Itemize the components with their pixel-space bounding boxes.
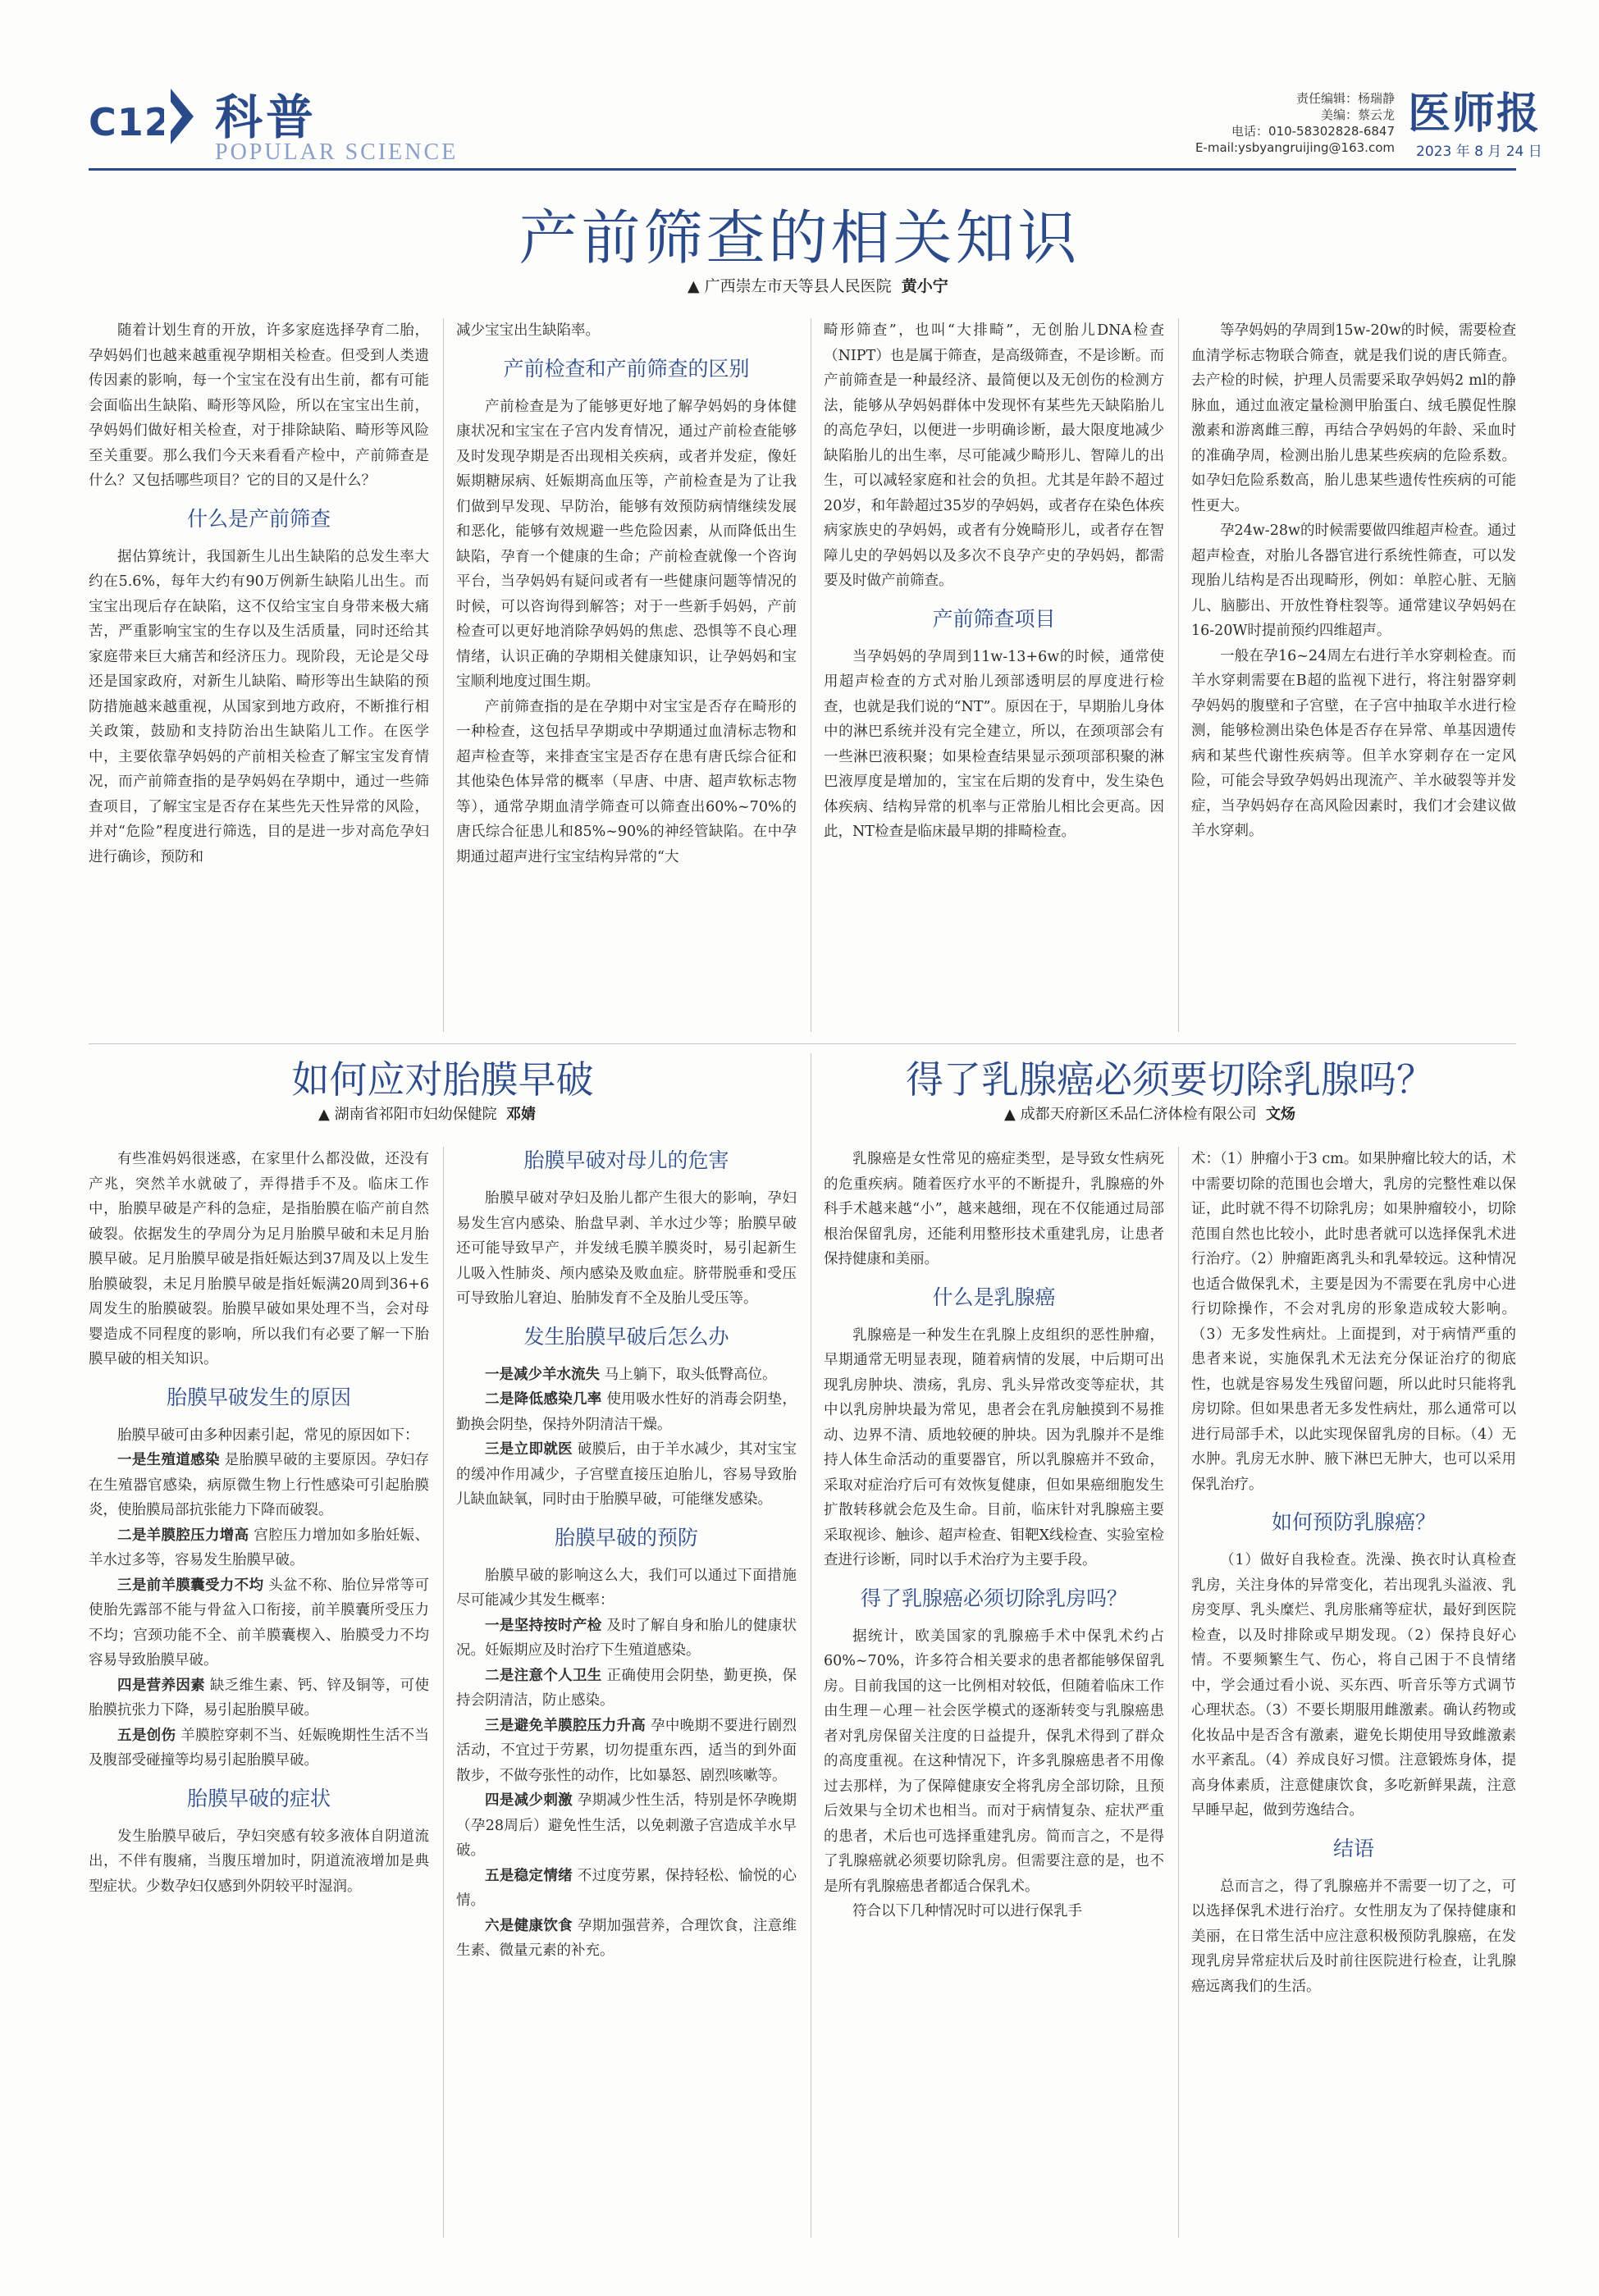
email: E-mail:ysbyangruijing@163.com	[1195, 140, 1395, 155]
list-item	[456, 1363, 797, 1388]
page-number: C12	[89, 100, 171, 144]
masthead	[0, 0, 1599, 172]
article-title: 得了乳腺癌必须要切除乳腺吗？	[906, 1057, 1434, 1102]
list-item-text: 宫腔压力增加如多胎妊娠、羊水过多等，容易发生胎膜早破。	[89, 1527, 429, 1568]
byline-author: 邓婧	[506, 1106, 537, 1123]
list-item	[89, 1523, 429, 1573]
paragraph: 随着计划生育的开放，许多家庭选择孕育二胎，孕妈妈们也越来越重视孕期相关检查。但受到人类遗传因素的影响，每一个宝宝在没有出生前，都有可能会面临出生缺陷、畸形等风险，所以在宝宝出生前，孕妈妈们做好相关检查，对于排除缺陷、畸形等风险至关重要。那么我们今天来看看产检中，产前筛查是什么？又包括哪些项目？它的目的又是什么？	[89, 322, 429, 489]
column-divider	[1178, 1147, 1179, 2238]
subheading: 什么是乳腺癌	[932, 1285, 1056, 1309]
subheading: 胎膜早破的症状	[186, 1786, 331, 1810]
section-divider	[89, 1043, 1516, 1044]
list-item-text: 不过度劳累，保持轻松、愉悦的心情。	[456, 1867, 797, 1909]
designer-name: 美编：蔡云龙	[1320, 107, 1395, 122]
subheading: 产前检查和产前筛查的区别	[503, 356, 750, 381]
paragraph: 据统计，欧美国家的乳腺癌手术中保乳术约占60%~70%，许多符合相关要求的患者都能够保留乳房。目前我国的这一比例相对较低，但随着临床工作由生理－心理－社会医学模式的逐渐转变与乳腺癌患者对乳房保留关注度的日益提升，保乳术得到了群众的高度重视。在这种情况下，许多乳腺癌患者不用像过去那样，为了保障健康安全将乳房全部切除，且预后效果与全切术也相当。而对于病情复杂、症状严重的患者，术后也可选择重建乳房。简而言之，不是得了乳腺癌就必须要切除乳房。但需要注意的是，也不是所有乳腺癌患者都适合保乳术。	[824, 1627, 1164, 1895]
article-column	[456, 1147, 797, 1964]
paragraph: 术：（1）肿瘤小于3 cm。如果肿瘤比较大的话，术中需要切除的范围也会增大，乳房的完整性难以保证，此时就不得不切除乳房；如果肿瘤较小，切除范围自然也比较小，此时患者就可以选择保乳术进行治疗。（2）肿瘤距离乳头和乳晕较远。这种情况也适合做保乳术，主要是因为不需要在乳房中心进行切除操作，不会对乳房的形象造成较大影响。（3）无多发性病灶。上面提到，对于病情严重的患者来说，实施保乳术无法充分保证治疗的彻底性，也就是容易发生残留问题，所以此时只能将乳房切除。但如果患者无多发性病灶，那么通常可以进行局部手术，以此实现保留乳房的目标。（4）无水肿。乳房无水肿、腋下淋巴无肿大，也可以采用保乳治疗。	[1191, 1151, 1516, 1493]
list-item	[456, 1387, 797, 1437]
paragraph: 等孕妈妈的孕周到15w-20w的时候，需要检查血清学标志物联合筛查，就是我们说的唐氏筛查。去产检的时候，护理人员需要采取孕妈妈2 ml的静脉血，通过血液定量检测甲胎蛋白、绒毛膜促性腺激素和游离雌三醇，再结合孕妈妈的年龄、采血时的准确孕周，检测出胎儿患某些疾病的危险系数。如孕妇危险系数高，胎儿患某些遗传性疾病的可能性更大。	[1191, 322, 1516, 514]
list-item-lead: 五是创伤	[117, 1727, 176, 1744]
byline-author: 黄小宁	[901, 277, 948, 295]
list-item-lead: 一是减少羊水流失	[485, 1366, 600, 1383]
list-item-text: 孕期加强营养，合理饮食，注意维生素、微量元素的补充。	[456, 1917, 797, 1959]
paragraph: 符合以下几种情况时可以进行保乳手	[852, 1903, 1082, 1919]
editor-name: 责任编辑：杨瑞静	[1295, 91, 1395, 106]
list-item-lead: 三是前羊膜囊受力不均	[117, 1577, 264, 1594]
column-divider	[443, 1147, 444, 2238]
paragraph: 胎膜早破对孕妇及胎儿都产生很大的影响，孕妇易发生宫内感染、胎盘早剥、羊水过少等；胎膜早破还可能导致早产，并发绒毛膜羊膜炎时，易引起新生儿吸入性肺炎、颅内感染及败血症。脐带脱垂和受压可导致胎儿窘迫、胎肺发育不全及胎儿受压等。	[456, 1190, 797, 1307]
subheading: 如何预防乳腺癌？	[1271, 1510, 1436, 1534]
subheading: 胎膜早破对母儿的危害	[523, 1148, 729, 1172]
list-item-text: 是胎膜早破的主要原因。孕妇存在生殖器官感染，病原微生物上行性感染可引起胎膜炎，使胎膜局部抗张能力下降而破裂。	[89, 1452, 430, 1518]
list-item	[456, 1714, 797, 1789]
subheading: 得了乳腺癌必须切除乳房吗？	[860, 1586, 1127, 1610]
byline-org: ▲ 湖南省祁阳市妇幼保健院	[318, 1106, 497, 1123]
list-item-text: 及时了解自身和胎儿的健康状况。妊娠期应及时治疗下生殖道感染。	[456, 1617, 797, 1659]
list-item-lead: 一是生殖道感染	[117, 1452, 220, 1468]
list-item-lead: 二是注意个人卫生	[485, 1667, 602, 1684]
subheading: 发生胎膜早破后怎么办	[523, 1324, 729, 1349]
list-item	[456, 1788, 797, 1864]
paragraph: 产前筛查指的是在孕期中对宝宝是否存在畸形的一种检查，这包括早孕期或中孕期通过血清标志物和超声检查等，来排查宝宝是否存在患有唐氏综合征和其他染色体异常的概率（早唐、中唐、超声软标志物等），通常孕期血清学筛查可以筛查出60%~70%的唐氏综合征患儿和85%~90%的神经管缺陷。在中孕期通过超声进行宝宝结构异常的“大	[456, 698, 797, 865]
byline-org: ▲ 成都天府新区禾品仁济体检有限公司	[1004, 1106, 1257, 1123]
list-item-lead: 二是降低感染几率	[485, 1391, 602, 1408]
article-byline	[688, 274, 948, 296]
paragraph: 一般在孕16~24周左右进行羊水穿刺检查。而羊水穿刺需要在B超的监视下进行，将注射器穿刺孕妈妈的腹壁和子宫壁，在子宫中抽取羊水进行检测，能够检测出染色体是否存在异常、单基因遗传病和某些代谢性疾病等。但羊水穿刺存在一定风险，可能会导致孕妈妈出现流产、羊水破裂等并发症，当孕妈妈存在高风险因素时，我们才会建议做羊水穿刺。	[1191, 647, 1516, 839]
paragraph: 孕24w-28w的时候需要做四维超声检查。通过超声检查，对胎儿各器官进行系统性筛查，可以发现胎儿结构是否出现畸形，例如：单腔心脏、无脑儿、脑膨出、开放性脊柱裂等。通常建议孕妈妈在16-20W时提前预约四维超声。	[1191, 523, 1516, 639]
article-byline	[1004, 1102, 1295, 1124]
paragraph: 胎膜早破的影响这么大，我们可以通过下面措施尽可能减少其发生概率：	[456, 1567, 797, 1609]
list-item	[456, 1914, 797, 1964]
section-title: 科普	[215, 89, 318, 145]
list-item-lead: 一是坚持按时产检	[485, 1617, 602, 1634]
article-title: 如何应对胎膜早破	[291, 1057, 594, 1102]
article-column	[1191, 318, 1516, 844]
subheading: 什么是产前筛查	[186, 506, 331, 531]
list-item	[89, 1673, 429, 1723]
list-item-text: 马上躺下，取头低臀高位。	[604, 1366, 777, 1383]
phone: 电话：010-58302828-6847	[1231, 124, 1395, 139]
list-item-text: 使用吸水性好的消毒会阴垫，勤换会阴垫，保持外阴清洁干燥。	[456, 1391, 797, 1433]
list-item-text: 缺乏维生素、钙、锌及铜等，可使胎膜抗张力下降，易引起胎膜早破。	[89, 1677, 430, 1719]
byline-org: ▲ 广西崇左市天等县人民医院	[688, 277, 892, 295]
article-column	[89, 1147, 429, 1899]
list-item-text: 正确使用会阴垫，勤更换，保持会阴清洁，防止感染。	[456, 1667, 797, 1709]
paragraph: 据估算统计，我国新生儿出生缺陷的总发生率大约在5.6%，每年大约有90万例新生缺陷儿出生。而宝宝出现后存在缺陷，这不仅给宝宝自身带来极大痛苦，严重影响宝宝的生存以及生活质量，同时还给其家庭带来巨大痛苦和经济压力。现阶段，无论是父母还是国家政府，对新生儿缺陷、畸形等出生缺陷的预防措施越来越重视，从国家到地方政府，不断推行相关政策，鼓励和支持防治出生缺陷儿工作。在医学中，主要依靠孕妈妈的产前相关检查了解宝宝发育情况，而产前筛查指的是孕妈妈在孕期中，通过一些筛查项目，了解宝宝是否存在某些先天性异常的风险，并对“危险”程度进行筛选，目的是进一步对高危孕妇进行确诊，预防和	[89, 548, 429, 865]
list-item-lead: 二是羊膜腔压力增高	[117, 1527, 249, 1544]
list-item-lead: 四是减少刺激	[485, 1792, 573, 1809]
paragraph: 胎膜早破可由多种因素引起，常见的原因如下：	[117, 1426, 419, 1444]
list-item-text: 孕期减少性生活，特别是怀孕晚期（孕28周后）避免性生活，以免刺激子宫造成羊水早破。	[456, 1792, 797, 1859]
issue-date: 2023 年 8 月 24 日	[1416, 144, 1542, 160]
header-rule	[89, 168, 1516, 171]
list-item-lead: 五是稳定情绪	[485, 1867, 573, 1884]
subheading: 胎膜早破发生的原因	[166, 1385, 351, 1409]
article-column	[824, 1147, 1164, 1924]
list-item	[456, 1437, 797, 1513]
list-item-text: 羊膜腔穿刺不当、妊娠晚期性生活不当及腹部受碰撞等均易引起胎膜早破。	[89, 1727, 430, 1769]
paragraph: 乳腺癌是女性常见的癌症类型，是导致女性病死的危重疾病。随着医疗水平的不断提升，乳腺癌的外科手术越来越“小”，越来越细，现在不仅能通过局部根治保留乳房，还能利用整形技术重建乳房，让患者保持健康和美丽。	[824, 1151, 1164, 1267]
list-item-text: 头盆不称、胎位异常等可使胎先露部不能与骨盆入口衔接，前羊膜囊所受压力不均；宫颈功能不全、前羊膜囊楔入、胎膜受力不均容易导致胎膜早破。	[89, 1577, 429, 1668]
article-title: 产前筛查的相关知识	[519, 203, 1080, 272]
newspaper-logo: 医师报	[1408, 89, 1542, 139]
article-byline	[318, 1102, 536, 1124]
list-item-lead: 三是避免羊膜腔压力升高	[485, 1717, 646, 1734]
subheading: 结语	[1332, 1836, 1374, 1860]
list-item	[89, 1448, 429, 1523]
list-item-lead: 三是立即就医	[485, 1441, 573, 1458]
paragraph: 畸形筛查”，也叫“大排畸”，无创胎儿DNA检查（NIPT）也是属于筛查，是高级筛查，不是诊断。而产前筛查是一种最经济、最简便以及无创伤的检测方法，能够从孕妈妈群体中发现怀有某些先天缺陷胎儿的高危孕妇，以便进一步明确诊断，最大限度地减少缺陷胎儿的出生率，尽可能减少畸形儿、智障儿的出生，可以减轻家庭和社会的负担。尤其是年龄不超过20岁，和年龄超过35岁的孕妈妈，或者存在染色体疾病家族史的孕妈妈，或者有分娩畸形儿，或者存在智障儿史的孕妈妈以及多次不良孕产史的孕妈妈，都需要及时做产前筛查。	[824, 322, 1164, 589]
list-item	[89, 1573, 429, 1673]
paragraph: 减少宝宝出生缺陷率。	[456, 322, 600, 339]
column-divider	[443, 318, 444, 1032]
paragraph: 总而言之，得了乳腺癌并不需要一切了之，可以选择保乳术进行治疗。女性朋友为了保持健康和美丽，在日常生活中应注意积极预防乳腺癌，在发现乳房异常症状后及时前往医院进行检查，让乳腺癌远离我们的生活。	[1191, 1878, 1516, 1995]
article-column	[89, 318, 429, 870]
paragraph: （1）做好自我检查。洗澡、换衣时认真检查乳房，关注身体的异常变化，若出现乳头溢液、乳房变厚、乳头糜烂、乳房胀痛等症状，最好到医院检查，以及时排除或早期发现。（2）保持良好心情。不要频繁生气、伤心，将自己困于不良情绪中，学会通过看小说、买东西、听音乐等方式调节心理状态。（3）不要长期服用雌激素。确认药物或化妆品中是否含有激素，避免长期使用导致雌激素水平紊乱。（4）养成良好习惯。注意锻炼身体，提高身体素质，注意健康饮食，多吃新鲜果蔬，注意早睡早起，做到劳逸结合。	[1191, 1552, 1516, 1819]
list-item	[456, 1664, 797, 1714]
section-subtitle: POPULAR SCIENCE	[215, 139, 459, 165]
list-item	[89, 1723, 429, 1773]
list-item-text: 破膜后，由于羊水减少，其对宝宝的缓冲作用减少，子宫壁直接压迫胎儿，容易导致胎儿缺血缺氧，同时由于胎膜早破，可能继发感染。	[456, 1441, 797, 1508]
list-item	[456, 1864, 797, 1914]
paragraph: 发生胎膜早破后，孕妇突感有较多液体自阴道流出，不伴有腹痛，当腹压增加时，阴道流液增加是典型症状。少数孕妇仅感到外阴较平时湿润。	[89, 1828, 429, 1895]
paragraph: 当孕妈妈的孕周到11w-13+6w的时候，通常使用超声检查的方式对胎儿颈部透明层的厚度进行检查，也就是我们说的“NT”。原因在于，早期胎儿身体中的淋巴系统并没有完全建立，所以，在颈项部会有一些淋巴液积聚；如果检查结果显示颈项部积聚的淋巴液厚度是增加的，宝宝在后期的发育中，发生染色体疾病、结构异常的机率与正常胎儿相比会更高。因此，NT检查是临床最早期的排畸检查。	[824, 648, 1164, 840]
subheading: 产前筛查项目	[932, 606, 1056, 631]
chevron-right-icon	[171, 89, 194, 144]
paragraph: 乳腺癌是一种发生在乳腺上皮组织的恶性肿瘤，早期通常无明显表现，随着病情的发展，中后期可出现乳房肿块、溃疡，乳房、乳头异常改变等症状，其中以乳房肿块最为常见，患者会在乳房触摸到不易推动、边界不清、质地较硬的肿块。因为乳腺并不是维持人体生命活动的重要器官，所以乳腺癌并不致命，采取对症治疗后可有效恢复健康，但如果癌细胞发生扩散转移就会危及生命。目前，临床针对乳腺癌主要采取视诊、触诊、超声检查、钼靶X线检查、实验室检查进行诊断，同时以手术治疗为主要手段。	[824, 1326, 1164, 1568]
list-item-lead: 四是营养因素	[117, 1677, 205, 1694]
column-divider	[1178, 318, 1179, 1032]
article-column	[824, 318, 1164, 845]
subheading: 胎膜早破的预防	[554, 1525, 698, 1550]
list-item-text: 孕中晚期不要进行剧烈活动，不宜过于劳累，切勿提重东西，适当的到外面散步，不做夸张性的动作，比如暴怒、剧烈咳嗽等。	[456, 1717, 797, 1784]
article-column	[456, 318, 797, 870]
byline-author: 文炀	[1266, 1106, 1296, 1123]
paragraph: 产前检查是为了能够更好地了解孕妈妈的身体健康状况和宝宝在子宫内发育情况，通过产前检查能够及时发现孕期是否出现相关疾病，或者并发症，像妊娠期糖尿病、妊娠期高血压等，产前检查是为了让我们做到早发现、早防治，能够有效预防病情继续发展和恶化，能够有效规避一些危险因素，从而降低出生缺陷，孕育一个健康的生命；产前检查就像一个咨询平台，当孕妈妈有疑问或者有一些健康问题等情况的时候，可以咨询得到解答；对于一些新手妈妈，产前检查可以更好地消除孕妈妈的焦虑、恐惧等不良心理情绪，认识正确的孕期相关健康知识，让孕妈妈和宝宝顺利地度过围生期。	[456, 398, 797, 690]
list-item-lead: 六是健康饮食	[485, 1917, 573, 1934]
article-column	[1191, 1147, 1516, 1999]
editor-info	[1067, 90, 1395, 156]
list-item	[456, 1614, 797, 1664]
paragraph: 有些准妈妈很迷惑，在家里什么都没做，还没有产兆，突然羊水就破了，弄得措手不及。临床工作中，胎膜早破是产科的急症，是指胎膜在临产前自然破裂。依据发生的孕周分为足月胎膜早破和未足月胎膜早破。足月胎膜早破是指妊娠达到37周及以上发生胎膜破裂，未足月胎膜早破是指妊娠满20周到36+6周发生的胎膜破裂。胎膜早破如果处理不当，会对母婴造成不同程度的影响，所以我们有必要了解一下胎膜早破的相关知识。	[89, 1151, 429, 1367]
